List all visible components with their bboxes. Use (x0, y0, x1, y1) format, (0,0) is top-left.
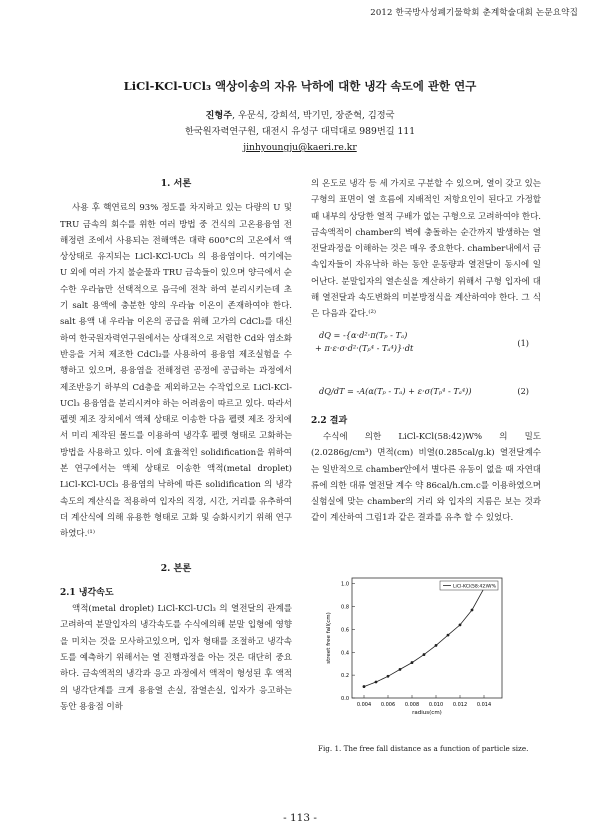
lead-author: 진형주 (205, 110, 233, 121)
data-point (435, 644, 438, 647)
subsection-heading-cooling-rate: 2.1 냉각속도 (60, 587, 114, 598)
proceedings-header: 2012 한국방사성폐기물학회 춘계학술대회 논문요약집 (370, 8, 578, 18)
data-point (411, 661, 414, 664)
equation-1-line1: dQ = -{α·d²·π(Tₚ - Tₐ) (319, 329, 408, 340)
figure-caption: Fig. 1. The free fall distance as a function of particle size. (318, 744, 529, 753)
x-axis-label: radius(cm) (412, 710, 442, 716)
section-heading-introduction: 1. 서론 (160, 178, 192, 189)
x-tick-label: 0.006 (380, 702, 396, 708)
left-column (60, 176, 292, 715)
y-tick-label: 0.2 (341, 673, 349, 680)
co-authors: , 우문식, 강희석, 박기민, 장준혁, 김정국 (232, 110, 395, 121)
x-tick-label: 0.014 (476, 702, 492, 708)
right-column-body: 의 온도로 냉각 등 세 가지로 구분할 수 있으며, 열이 갖고 있는 구형의 표면이 열 흐름에 지배적인 저항요인이 된다고 가정할 때 내부의 상당한 열적 구배가 없는 구형으로 고려하여야 한다. 금속액적이 chamber의 벽에 충돌하는 순간까지 발생하는 열전달과정을 이해하는 것은 매우 중요한다. chamber내에서 금속입자들이 자유낙하 하는 동안 운동량과 열전달이 동시에 일어난다. 분말입자의 열손실을 계산하기 위해서 구형 입자에 대해 열전달과 속도변화의 미분방정식을 계산하여야 한다. 그 식은 다음과 같다.⁽²⁾ (311, 179, 541, 320)
figure-1 (318, 570, 518, 730)
author-block (0, 108, 600, 156)
y-tick-label: 0.0 (341, 696, 349, 702)
equation-2-line1: dQ/dT = -A(α(Tₚ - Tₐ) + ε·σ(Tₚ⁴ - Tₐ⁴)) (319, 385, 472, 396)
data-point (399, 668, 402, 671)
data-point (387, 675, 390, 678)
series-line (364, 588, 484, 686)
y-tick-label: 0.4 (341, 650, 349, 657)
introduction-body: 사용 후 핵연료의 93% 정도를 차지하고 있는 다량의 U 및 TRU 금속의 회수를 위한 여러 방법 중 건식의 고온용융염 전해정련 조에서 사용되는 전해액은 대략 600°C의 고온에서 액상상태로 유지되는 LiCl-KCl-UCl₃ 의 용융염이다. 여기에는 U 외에 여러 가지 불순물과 TRU 금속들이 있으며 양극에서 순수한 우라늄만 선택적으로 음극에 전착 하여 분리시키는데 초기 salt 용액에 충분한 양의 우라늄 이온이 존재하여야 한다. salt 용액 내 우라늄 이온의 공급을 위해 고가의 CdCl₂를 대신하여 한국원자력연구원에서는 상대적으로 저렴한 Cd와 염소화반응을 거쳐 제조한 CdCl₂를 사용하여 용융염 제조실험을 수행하고 있으며, 용융염을 전해정련 공정에 공급하는 과정에서 제조반응기 하부의 Cd층을 제외하고는 수작업으로 LiCl-KCl-UCl₃ 용융염을 분리시켜야 하는 어려움이 따르고 있다. 따라서 펠렛 제조 장치에서 액체 상태로 이송한 다음 펠렛 제조 장치에서 미리 제작된 몰드를 이용하여 냉각후 펠렛 형태로 고화하는 방법을 사용하고 있다. 이에 효율적인 solidification을 위하여 본 연구에서는 액체 상태로 이송한 액적(metal droplet) LiCl-KCl-UCl₃ 용융염의 낙하에 따른 solidification 의 냉각 속도의 계산식을 적용하여 입자의 직경, 시간, 거리를 유추하여 더 계산식에 의해 유용한 형태로 고화 및 승화시키기 위해 연구하였다.⁽¹⁾ (60, 203, 292, 540)
data-point (471, 609, 474, 612)
data-point (459, 623, 462, 626)
x-tick-label: 0.010 (428, 702, 444, 708)
x-tick-label: 0.012 (452, 702, 468, 708)
y-tick-label: 0.6 (341, 627, 349, 634)
free-fall-chart (318, 570, 518, 730)
y-axis-label: street free fall(cm) (326, 612, 332, 664)
data-point (423, 653, 426, 656)
subsection-heading-results: 2.2 결과 (311, 415, 348, 426)
data-point (447, 634, 450, 637)
y-tick-label: 0.8 (341, 604, 349, 611)
affiliation: 한국원자력연구원, 대전시 유성구 대덕대로 989번길 111 (184, 126, 416, 137)
paper-title: LiCl-KCl-UCl₃ 액상이송의 자유 낙하에 대한 냉각 속도에 관한 연구 (123, 79, 477, 93)
x-tick-label: 0.008 (404, 702, 420, 708)
right-column (311, 176, 541, 527)
equation-2-number: (2) (517, 385, 529, 396)
data-point (363, 685, 366, 688)
email-link[interactable]: jinhyoungju@kaeri.re.kr (243, 142, 357, 153)
section-heading-main: 2. 본론 (160, 562, 192, 574)
equation-1-number: (1) (517, 337, 529, 348)
y-tick-label: 1.0 (341, 581, 349, 588)
equation-2 (311, 385, 541, 407)
results-body: 수식에 의한 LiCl-KCl(58:42)W% 의 밀도(2.0286g/cm³) 면적(cm) 비열(0.285cal/g.k) 열전달계수는 일반적으로 chamber안에서 별다른 유동이 없을 때 자연대류에 의한 대류 열전달 계수 약 86cal/h.cm.c를 이용하였으며 실험실에 맞는 chamber의 거리 와 입자의 지름은 보는 것과 같이 계산하여 그림1과 같은 결과를 유추 할 수 있었다. (311, 431, 541, 524)
equation-1 (311, 329, 541, 379)
cooling-rate-body: 액적(metal droplet) LiCl-KCl-UCl₃ 의 열전달의 관계를 고려하여 분말입자의 냉각속도를 수식에의해 분말 입형에 영향을 미치는 것을 모사하고있으며, 입자 형태를 조절하고 냉각속도를 예측하기 위해서는 열 진행과정을 아는 것은 대단히 중요하다. 금속액적의 냉각과 응고 과정에서 액적이 형성된 후 액적의 냉각단계를 크게 용융열 손실, 잠열손실, 입자가 응고하는 동안 용융점 이하 (60, 604, 292, 712)
x-tick-label: 0.004 (356, 702, 372, 708)
equation-1-line2: + π·ε·σ·d²·(Tₚ⁴ - Tₐ⁴)}·dt (315, 342, 414, 353)
legend-label: LiCl-KCl(58:42)W% (453, 584, 496, 590)
page-number: - 113 - (283, 812, 317, 824)
data-point (375, 681, 378, 684)
